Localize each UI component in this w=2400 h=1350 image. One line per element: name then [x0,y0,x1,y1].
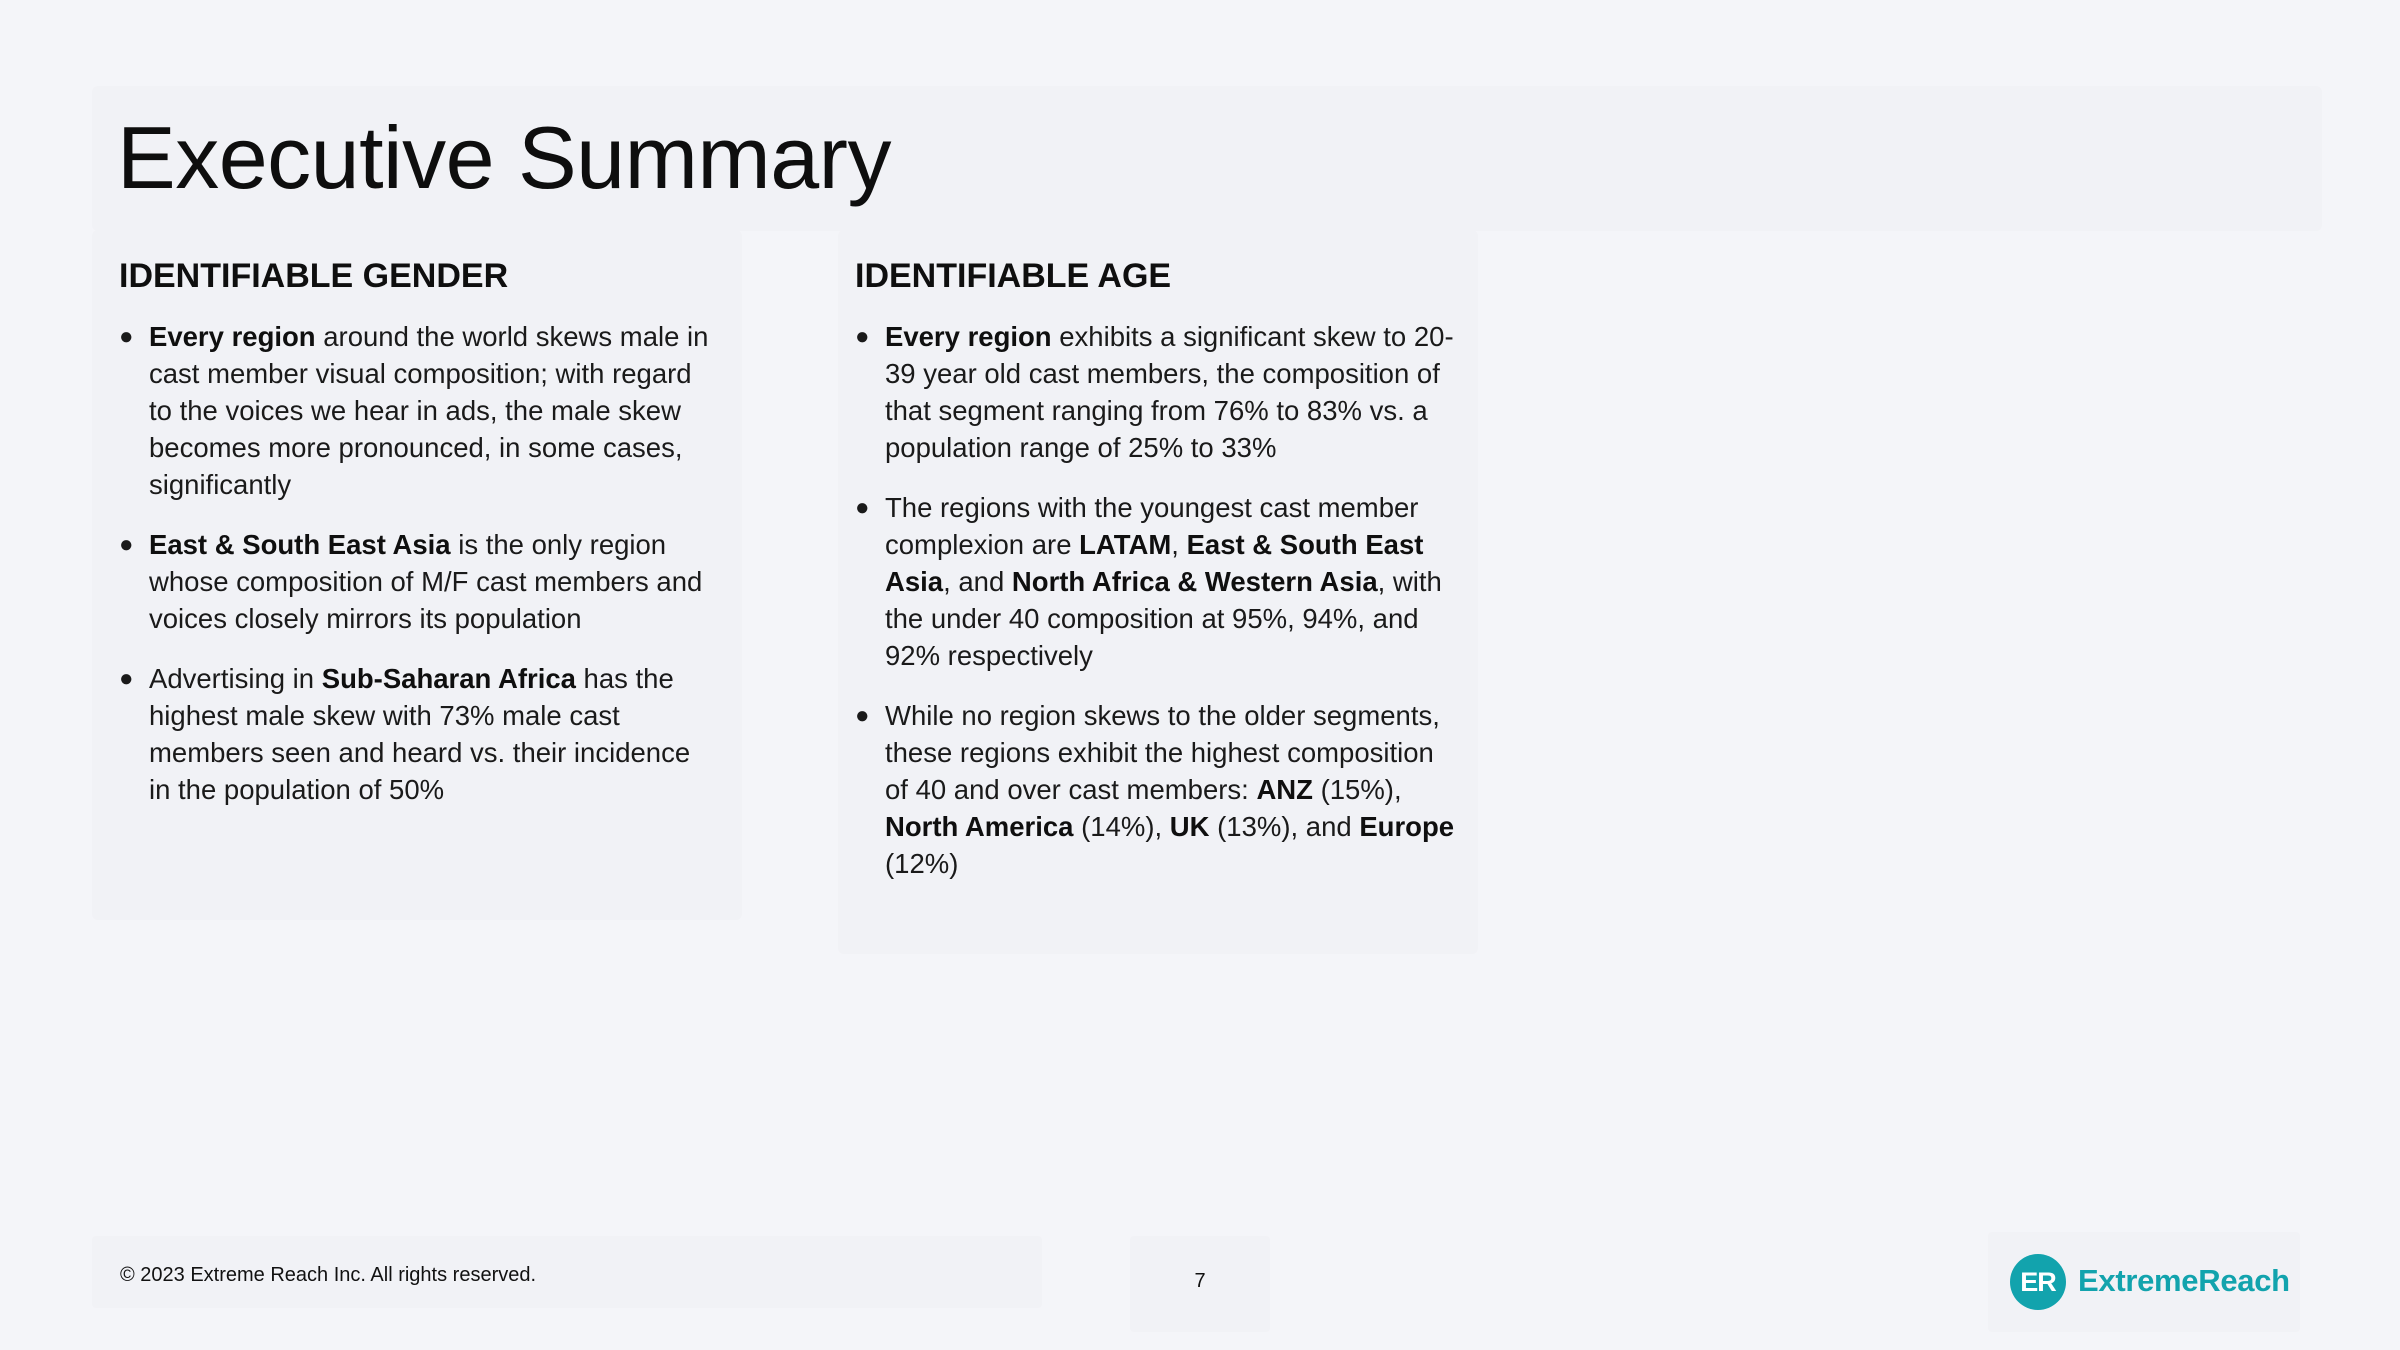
bullet-text [149,321,708,500]
text-run: , [1171,529,1187,560]
bold-text: North Africa & Western Asia [1011,566,1378,597]
bullet-icon: ● [855,323,870,350]
text-run: (15%), [1312,774,1402,805]
page-number: 7 [1194,1270,1206,1292]
bold-text: North America [885,811,1074,842]
gender-heading: IDENTIFIABLE GENDER [119,257,509,295]
list-item [119,660,712,808]
copyright-text: © 2023 Extreme Reach Inc. All rights reserved. [120,1264,537,1286]
list-item [855,697,1456,882]
text-run: around the world skews male in cast member visual composition; with regard to the voices we hear in ads, the male skew becomes more pronounced, in some cases, significantly [149,321,709,500]
bold-text: UK [1169,811,1210,842]
age-section [838,230,1478,954]
text-run: Advertising in [149,663,322,694]
text-run: (12%) [885,848,959,879]
text-run: has the highest male skew with 73% male cast members seen and heard vs. their incidence in the population of 50% [149,663,691,805]
bullet-text [149,663,690,805]
bold-text: ANZ [1256,774,1313,805]
bullet-icon: ● [119,323,134,350]
text-run: (14%), [1073,811,1170,842]
text-run: exhibits a significant skew to 20-39 year old cast members, the composition of that segment ranging from 76% to 83% vs. a population range of 25% to 33% [885,321,1454,463]
text-run: (13%), and [1209,811,1360,842]
text-run: The regions with the youngest cast member complexion are [885,492,1419,560]
list-item [855,318,1456,466]
bold-text: East & South East Asia [885,529,1424,597]
bullet-text [885,700,1454,879]
bold-text: Sub-Saharan Africa [321,663,576,694]
bullet-icon: ● [119,531,134,558]
list-item [119,526,712,637]
list-item [119,318,712,503]
text-run: , and [943,566,1012,597]
bullet-text [885,321,1454,463]
bold-text: LATAM [1079,529,1172,560]
logo-wordmark: ExtremeReach [2078,1263,2290,1298]
bullet-text [885,492,1442,671]
text-run: is the only region whose composition of M/F cast members and voices closely mirrors its population [149,529,703,634]
bold-text: Every region [149,321,316,352]
bullet-text [149,529,702,634]
gender-bullet-list [119,318,712,808]
list-item [855,489,1456,674]
page-title: Executive Summary [117,108,891,207]
bullet-icon: ● [119,665,134,692]
bold-text: East & South East Asia [149,529,451,560]
extremereach-logo-icon: ER [2010,1254,2066,1310]
bold-text: Europe [1359,811,1455,842]
text-run: While no region skews to the older segments, these regions exhibit the highest composition of 40 and over cast members: [885,700,1440,805]
age-heading: IDENTIFIABLE AGE [855,257,1172,295]
gender-section [92,230,742,920]
age-bullet-list [855,318,1456,882]
bullet-icon: ● [855,494,870,521]
bold-text: Every region [885,321,1052,352]
text-run: , with the under 40 composition at 95%, 94%, and 92% respectively [885,566,1442,671]
bullet-icon: ● [855,702,870,729]
